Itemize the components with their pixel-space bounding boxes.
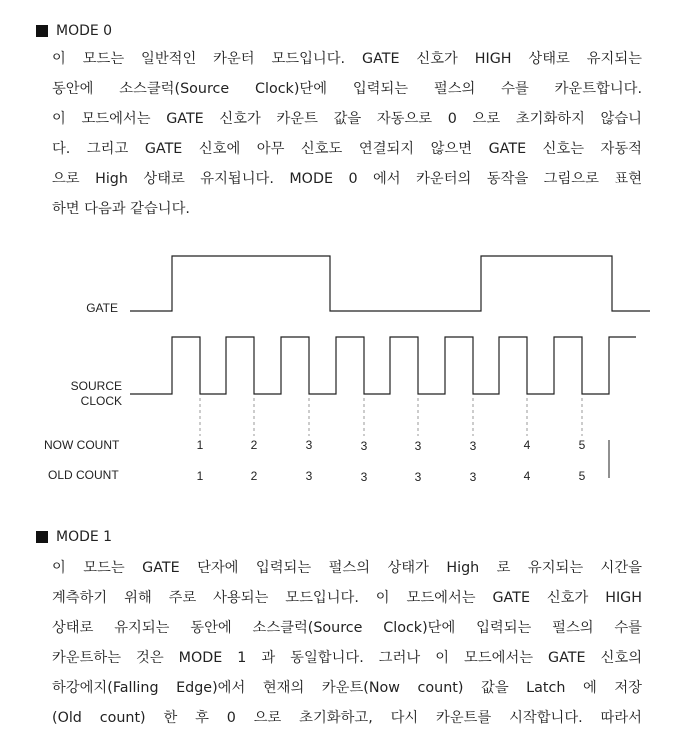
source-label-line2: CLOCK [80, 394, 122, 408]
old-count-value: 3 [360, 470, 368, 484]
old-count-value: 4 [523, 469, 531, 483]
now-count-value: 3 [305, 438, 313, 452]
old-count-value: 3 [414, 470, 422, 484]
paragraph-line: 상태로 유지되는 동안에 소스클럭(Source Clock)단에 입력되는 펄스의 수를 [52, 620, 642, 636]
now-count-value: 2 [250, 438, 258, 452]
mode1-heading [36, 528, 112, 546]
mode1-heading-text: MODE 1 [56, 529, 113, 545]
paragraph-line: 으로 High 상태로 유지됩니다. MODE 0 에서 카운터의 동작을 그림으로 표현 [52, 171, 642, 187]
paragraph-line: (Old count) 한 후 0 으로 초기화하고, 다시 카운트를 시작합니다. 따라서 [52, 710, 642, 726]
paragraph-line: 다. 그리고 GATE 신호에 아무 신호도 연결되지 않으면 GATE 신호는 자동적 [52, 141, 642, 157]
gate-label: GATE [86, 301, 118, 315]
bullet-square-icon [36, 25, 48, 37]
paragraph-line: 이 모드는 일반적인 카운터 모드입니다. GATE 신호가 HIGH 상태로 유지되는 [52, 51, 642, 67]
now-count-value: 3 [469, 439, 477, 453]
mode0-heading-text: MODE 0 [56, 23, 113, 39]
paragraph-line: 동안에 소스클럭(Source Clock)단에 입력되는 펄스의 수를 카운트합니다. [52, 81, 642, 97]
paragraph-line: 하강에지(Falling Edge)에서 현재의 카운트(Now count) 값을 Latch 에 저장 [52, 680, 642, 696]
paragraph-line: 계측하기 위해 주로 사용되는 모드입니다. 이 모드에서는 GATE 신호가 HIGH [52, 590, 642, 606]
paragraph-line: 이 모드는 GATE 단자에 입력되는 펄스의 상태가 High 로 유지되는 시간을 [52, 560, 642, 576]
bullet-square-icon [36, 531, 48, 543]
now-count-value: 5 [578, 438, 586, 452]
mode0-heading [36, 22, 112, 40]
now-count-label: NOW COUNT [44, 438, 120, 452]
gate-waveform [130, 256, 650, 311]
paragraph-line: 카운트하는 것은 MODE 1 과 동일합니다. 그러나 이 모드에서는 GATE 신호의 [52, 650, 642, 666]
old-count-value: 1 [196, 469, 204, 483]
now-count-value: 4 [523, 438, 531, 452]
timing-diagram [0, 240, 676, 500]
paragraph-line: 이 모드에서는 GATE 신호가 카운트 값을 자동으로 0 으로 초기화하지 않습니 [52, 111, 642, 127]
source-label-line1: SOURCE [70, 379, 122, 393]
old-count-value: 2 [250, 469, 258, 483]
mode1-paragraph [52, 553, 642, 733]
now-count-value: 1 [196, 438, 204, 452]
old-count-value: 5 [578, 469, 586, 483]
source-clock-waveform [130, 337, 636, 394]
now-count-value: 3 [360, 439, 368, 453]
old-count-label: OLD COUNT [48, 468, 119, 482]
paragraph-line: 하면 다음과 같습니다. [52, 201, 190, 217]
old-count-value: 3 [305, 469, 313, 483]
now-count-value: 3 [414, 439, 422, 453]
old-count-value: 3 [469, 470, 477, 484]
mode0-paragraph [52, 44, 642, 224]
